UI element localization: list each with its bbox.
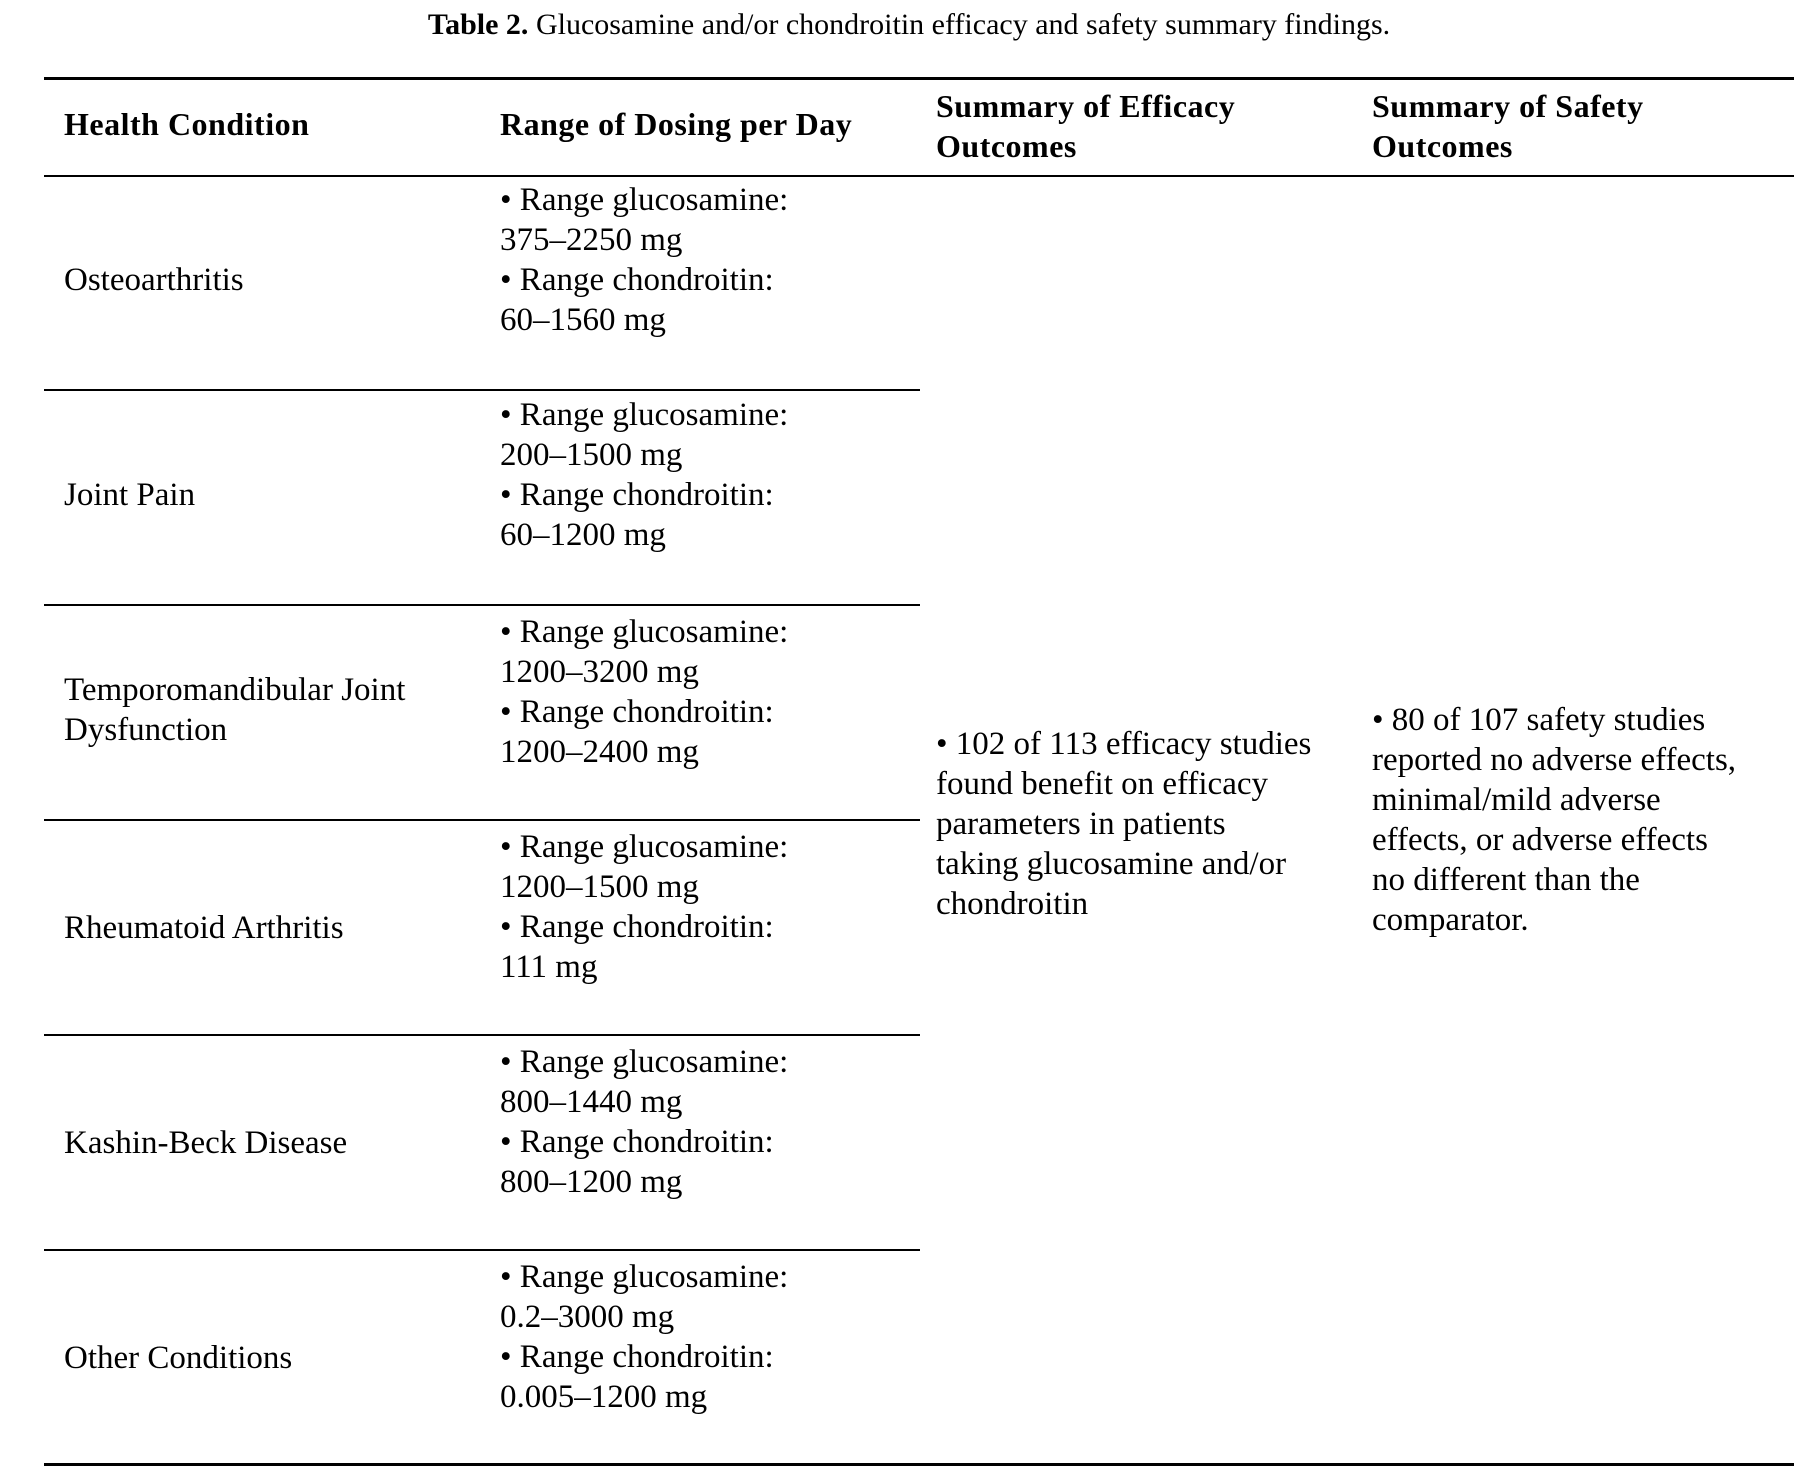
safety-line: minimal/mild adverse: [1372, 782, 1661, 818]
efficacy-line: found benefit on efficacy: [936, 766, 1268, 802]
safety-line: comparator.: [1372, 902, 1529, 938]
dosing-line: 800–1440 mg: [500, 1084, 683, 1120]
dosing-other: [500, 1257, 900, 1417]
efficacy-line: taking glucosamine and/or: [936, 846, 1287, 882]
dosing-line: 111 mg: [500, 949, 598, 985]
header-safety-line2: Outcomes: [1372, 128, 1513, 164]
dosing-line: • Range chondroitin:: [500, 477, 774, 513]
condition-joint-pain: [64, 475, 195, 515]
table-top-rule: [44, 77, 1794, 80]
row-separator: [44, 819, 920, 821]
row-separator: [44, 389, 920, 391]
dosing-line: 1200–3200 mg: [500, 654, 699, 690]
dosing-line: • Range chondroitin:: [500, 909, 774, 945]
condition-text: Dysfunction: [64, 712, 228, 748]
header-safety: [1372, 86, 1644, 166]
caption-text: Glucosamine and/or chondroitin efficacy and safety summary findings.: [535, 8, 1391, 41]
condition-rheumatoid-arthritis: [64, 908, 344, 948]
dosing-line: • Range glucosamine:: [500, 397, 789, 433]
condition-text: Rheumatoid Arthritis: [64, 910, 344, 946]
dosing-line: 60–1200 mg: [500, 517, 666, 553]
header-health-condition: Health Condition: [64, 106, 310, 142]
row-separator: [44, 604, 920, 606]
condition-other: [64, 1338, 292, 1378]
dosing-line: 0.2–3000 mg: [500, 1299, 675, 1335]
efficacy-line: parameters in patients: [936, 806, 1226, 842]
safety-line: effects, or adverse effects: [1372, 822, 1708, 858]
efficacy-summary: [936, 724, 1311, 924]
dosing-line: 60–1560 mg: [500, 302, 666, 338]
dosing-temporomandibular: [500, 612, 900, 772]
condition-text: Osteoarthritis: [64, 262, 244, 298]
row-separator: [44, 1034, 920, 1036]
dosing-osteoarthritis: [500, 180, 900, 340]
condition-temporomandibular: [64, 670, 405, 750]
dosing-line: • Range chondroitin:: [500, 262, 774, 298]
table-caption: [0, 8, 1818, 42]
dosing-line: • Range glucosamine:: [500, 182, 789, 218]
dosing-line: 0.005–1200 mg: [500, 1379, 708, 1415]
condition-text: Temporomandibular Joint: [64, 672, 406, 708]
dosing-line: • Range glucosamine:: [500, 829, 789, 865]
dosing-line: • Range chondroitin:: [500, 1339, 774, 1375]
table-header-rule: [44, 175, 1794, 177]
dosing-joint-pain: [500, 395, 900, 555]
dosing-line: • Range glucosamine:: [500, 1259, 789, 1295]
table-bottom-rule: [44, 1463, 1794, 1466]
dosing-line: • Range glucosamine:: [500, 1044, 789, 1080]
safety-line: reported no adverse effects,: [1372, 742, 1737, 778]
efficacy-line: chondroitin: [936, 886, 1089, 922]
dosing-kashin-beck: [500, 1042, 900, 1202]
dosing-line: 200–1500 mg: [500, 437, 683, 473]
condition-text: Joint Pain: [64, 477, 196, 513]
dosing-line: • Range chondroitin:: [500, 1124, 774, 1160]
safety-summary: [1372, 700, 1736, 940]
header-efficacy-line2: Outcomes: [936, 128, 1077, 164]
dosing-rheumatoid-arthritis: [500, 827, 900, 987]
dosing-line: 375–2250 mg: [500, 222, 683, 258]
header-safety-line1: Summary of Safety: [1372, 88, 1644, 124]
dosing-line: 800–1200 mg: [500, 1164, 683, 1200]
header-efficacy-line1: Summary of Efficacy: [936, 88, 1236, 124]
header-efficacy: [936, 86, 1235, 166]
efficacy-line: • 102 of 113 efficacy studies: [936, 726, 1312, 762]
header-dosing: Range of Dosing per Day: [500, 106, 853, 142]
row-separator: [44, 1249, 920, 1251]
condition-text: Other Conditions: [64, 1340, 293, 1376]
safety-line: • 80 of 107 safety studies: [1372, 702, 1706, 738]
condition-osteoarthritis: [64, 260, 244, 300]
dosing-line: 1200–1500 mg: [500, 869, 699, 905]
caption-label: Table 2.: [427, 8, 529, 41]
dosing-line: • Range chondroitin:: [500, 694, 774, 730]
condition-text: Kashin-Beck Disease: [64, 1125, 348, 1161]
safety-line: no different than the: [1372, 862, 1640, 898]
dosing-line: 1200–2400 mg: [500, 734, 699, 770]
dosing-line: • Range glucosamine:: [500, 614, 789, 650]
condition-kashin-beck: [64, 1123, 347, 1163]
